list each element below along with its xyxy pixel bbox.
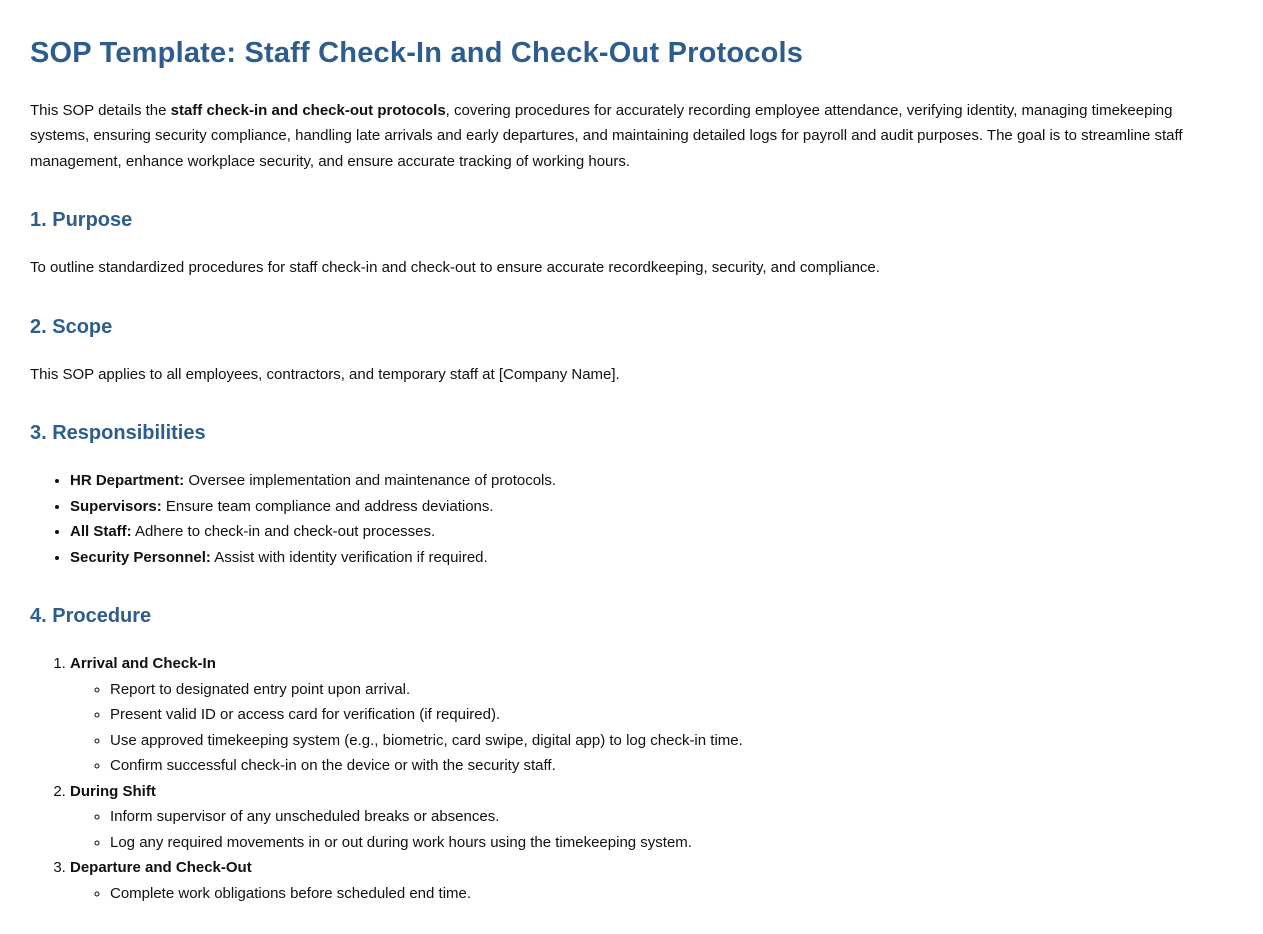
procedure-steps: [30, 651, 1233, 906]
role-label: Security Personnel:: [70, 548, 211, 566]
substep-item: ◦ Log any required movements in or out during work hours using the timekeeping system.: [110, 830, 1233, 856]
section-responsibilities: [30, 421, 1233, 570]
section-heading-procedure: 4. Procedure: [30, 605, 152, 628]
page-title: SOP Template: Staff Check-In and Check-Out Protocols: [30, 37, 804, 69]
section-heading-scope: 2. Scope: [30, 315, 113, 338]
procedure-step: [70, 779, 1233, 856]
section-scope: [30, 315, 1233, 388]
role-label: HR Department:: [70, 472, 185, 490]
substep-item: ◦ Complete work obligations before scheduled end time.: [110, 881, 1233, 907]
role-duty: Adhere to check-in and check-out processes.: [131, 523, 436, 541]
substep-item: ◦ Present valid ID or access card for verification (if required).: [110, 702, 1233, 728]
procedure-step: [70, 855, 1233, 906]
substep-item: ◦ Inform supervisor of any unscheduled breaks or absences.: [110, 804, 1233, 830]
step-title: Departure and Check-Out: [70, 859, 252, 877]
substep-item: ◦ Confirm successful check-in on the device or with the security staff.: [110, 753, 1233, 779]
step-substeps: [70, 804, 1233, 855]
role-duty: Ensure team compliance and address deviations.: [161, 497, 494, 515]
step-title: During Shift: [70, 782, 156, 800]
section-purpose: [30, 208, 1233, 281]
intro-bold-phrase: staff check-in and check-out protocols: [170, 101, 446, 119]
section-heading-responsibilities: 3. Responsibilities: [30, 422, 206, 445]
list-item: [70, 494, 1233, 520]
substep-item: ◦ Use approved timekeeping system (e.g., biometric, card swipe, digital app) to log check-in time.: [110, 728, 1233, 754]
step-title: Arrival and Check-In: [70, 655, 216, 673]
intro-text-pre: This SOP details the: [30, 101, 171, 119]
step-substeps: [70, 677, 1233, 779]
role-duty: Assist with identity verification if required.: [210, 548, 488, 566]
section-heading-purpose: 1. Purpose: [30, 209, 133, 232]
role-label: All Staff:: [70, 523, 132, 541]
section-body-purpose: To outline standardized procedures for staff check-in and check-out to ensure accurate recordkeeping, security, and compliance.: [30, 259, 880, 277]
role-duty: Oversee implementation and maintenance of protocols.: [184, 472, 557, 490]
step-substeps: [70, 881, 1233, 907]
intro-text-post: , covering procedures for accurately recording employee attendance, verifying identity, managing timekeeping systems, ensuring security compliance, handling late arrivals and early departures, and maintaining detailed logs for payroll and audit purposes. The goal is to streamline staff management, enhance workplace security, and ensure accurate tracking of working hours.: [30, 101, 1183, 170]
section-procedure: [30, 604, 1233, 906]
procedure-step: [70, 651, 1233, 779]
responsibilities-list: [30, 468, 1233, 570]
list-item: [70, 468, 1233, 494]
section-body-scope: This SOP applies to all employees, contractors, and temporary staff at [Company Name].: [30, 365, 620, 383]
intro-paragraph: [30, 98, 1233, 175]
role-label: Supervisors:: [70, 497, 162, 515]
list-item: [70, 545, 1233, 571]
list-item: [70, 519, 1233, 545]
substep-item: ◦ Report to designated entry point upon arrival.: [110, 677, 1233, 703]
